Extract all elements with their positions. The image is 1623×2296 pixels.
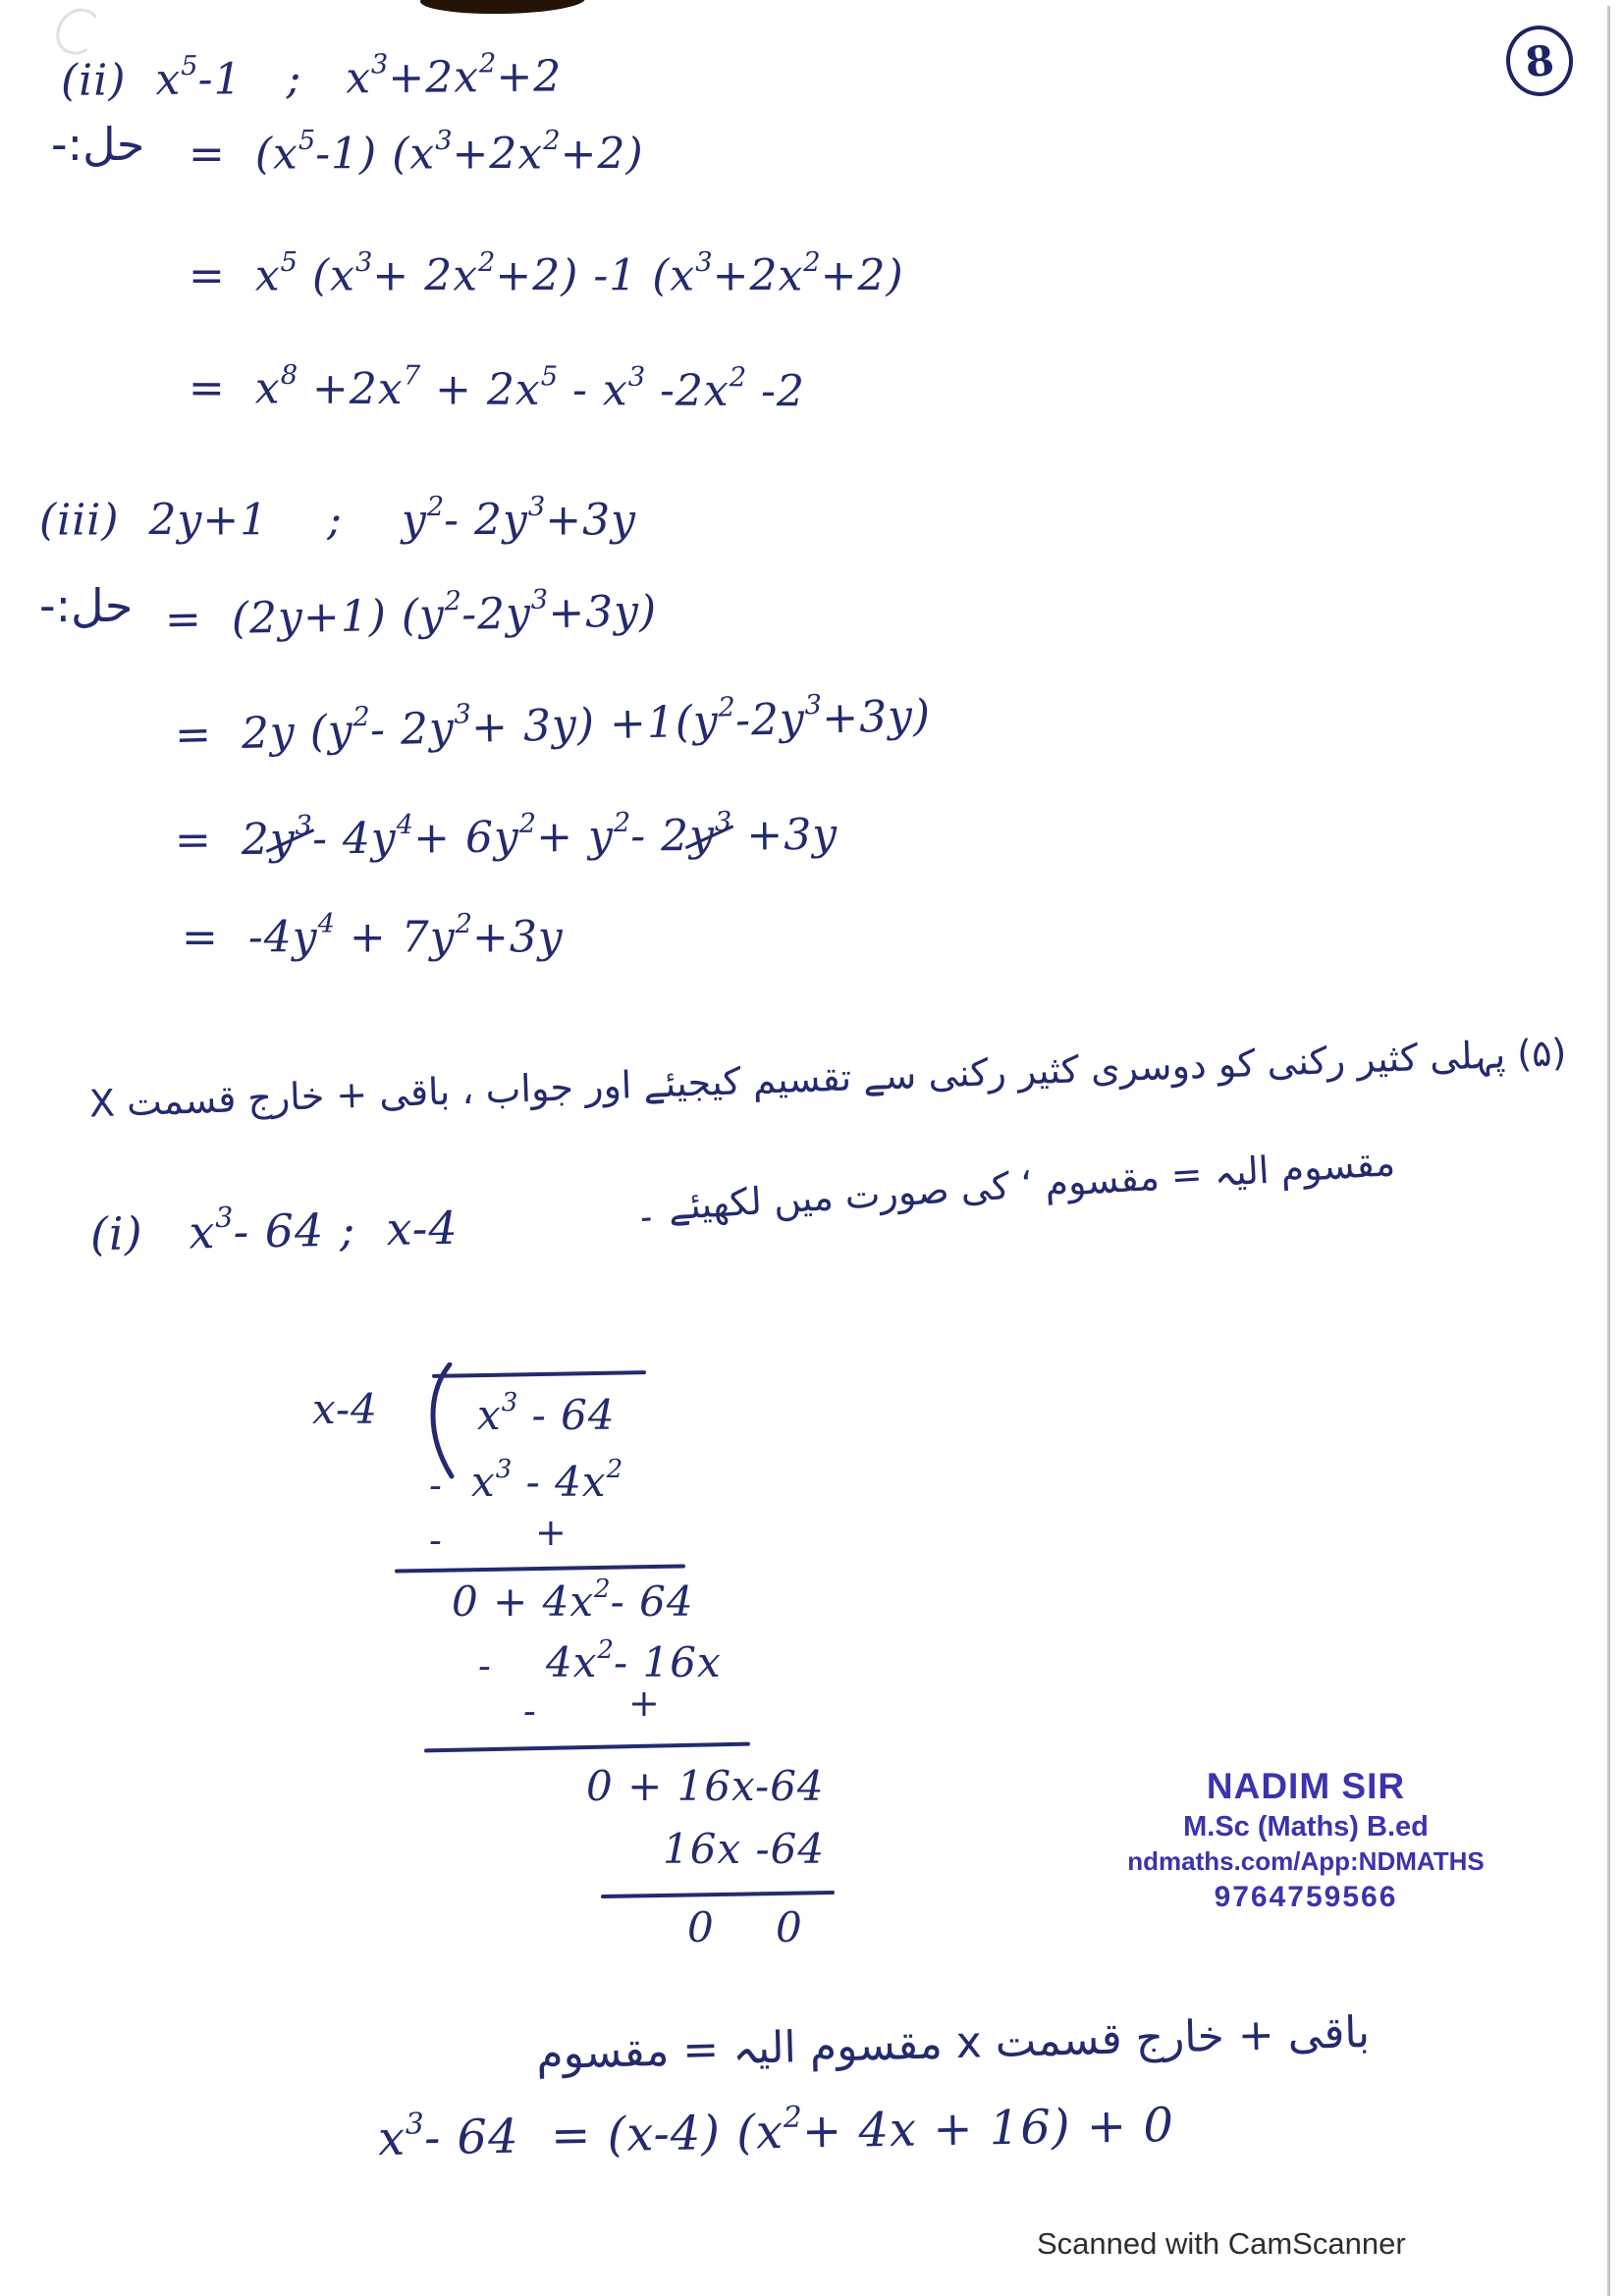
iii-step-3: = $2y^3-$ $4y^4+ 6y^2+ y^2-$ $2y^3 +3y$ bbox=[174, 806, 839, 866]
division-dividend: $x^3 - 64$ bbox=[477, 1388, 616, 1439]
division-vinculum bbox=[432, 1370, 646, 1378]
stamp-website: ndmaths.com/App:NDMATHS bbox=[1127, 1846, 1485, 1877]
division-minus-2: - bbox=[478, 1644, 492, 1687]
division-divisor: x-4 bbox=[312, 1385, 378, 1433]
long-division-bracket-icon bbox=[416, 1362, 458, 1480]
problem-iii-heading: (iii) 2y+1 ; $y^2-$ $2y^3+3y$ bbox=[39, 491, 636, 546]
division-subtrahend-1: $x^3 - 4x^2$ bbox=[471, 1455, 623, 1506]
division-remainder-2: 0 + 16x-64 bbox=[586, 1762, 825, 1810]
conclusion-urdu-formula: باقی + خارج قسمت x مقسوم الیہ = مقسوم bbox=[535, 2007, 1371, 2080]
question-5-urdu-line-1: (۵) پہلی کثیر رکنی کو دوسری کثیر رکنی سے تقسیم کیجیئے اور جواب ، باقی + خارج قسمت X bbox=[87, 1031, 1567, 1126]
division-rule-3 bbox=[601, 1891, 835, 1898]
division-sign-change-2-minus: - bbox=[523, 1689, 537, 1733]
problem-ii-heading: (ii) $x^5-1$ ; $x^3+2x^2+2$ bbox=[60, 48, 563, 106]
conclusion-equation: $x^3-$ 64 = (x-4) $(x^2+ 4x + 16) + 0$ bbox=[377, 2097, 1175, 2167]
iii-step-4: = $-4y^4 + 7y^2+3y$ bbox=[182, 908, 564, 963]
stamp-qualification: M.Sc (Maths) B.ed bbox=[1183, 1811, 1429, 1843]
ii-step-1: = $(x^5-1)$ $(x^3+2x^2+2)$ bbox=[189, 125, 644, 180]
teacher-stamp bbox=[1108, 1763, 1504, 1916]
division-remainder-1: $0 + 4x^2-$ 64 bbox=[452, 1575, 694, 1626]
division-final-zero-a: 0 bbox=[687, 1903, 715, 1951]
scan-edge-line bbox=[1607, 6, 1610, 2296]
division-final-zero-b: 0 bbox=[776, 1903, 803, 1951]
iii-step-2: = 2y ($y^2-$ $2y^3+ 3y) +1(y^2-2y^3+3y)$ bbox=[174, 689, 932, 761]
division-subtrahend-3: 16x -64 bbox=[663, 1825, 826, 1873]
division-minus-1: - bbox=[429, 1464, 443, 1507]
solution-label-ii: حل:- bbox=[51, 118, 145, 171]
iii-step-1: = (2y+1) $(y^2-2y^3+3y)$ bbox=[164, 584, 658, 646]
pencil-smudge bbox=[52, 4, 102, 59]
scan-artifact-top bbox=[420, 0, 585, 15]
ii-step-3: = $x^8 +2x^7 + 2x^5 - x^3$ $-2x^2$ -2 bbox=[188, 359, 806, 417]
problem-i-heading: (i) $x^3-$ 64 ; x-4 bbox=[89, 1201, 460, 1261]
solution-label-iii: حل:- bbox=[39, 579, 134, 632]
ii-step-2: = $x^5$ $(x^3+ 2x^2+2)$ -1 $(x^3+2x^2+2)$ bbox=[189, 246, 904, 301]
question-5-urdu-line-2: مقسوم الیہ = مقسوم ‘ کی صورت میں لکھیئے ۔ bbox=[633, 1141, 1397, 1231]
division-rule-1 bbox=[395, 1564, 685, 1573]
division-sign-change-1-minus: - bbox=[429, 1519, 443, 1562]
division-subtrahend-2: $4x^2-$ 16x bbox=[546, 1635, 722, 1686]
stamp-name: NADIM SIR bbox=[1206, 1766, 1406, 1806]
division-sign-change-1-plus: + bbox=[535, 1511, 568, 1554]
division-sign-change-2-plus: + bbox=[628, 1682, 661, 1725]
division-rule-2 bbox=[424, 1742, 750, 1753]
stamp-phone: 9764759566 bbox=[1214, 1880, 1398, 1913]
camscanner-footer: Scanned with CamScanner bbox=[1037, 2226, 1406, 2261]
page-number-circled: 8 bbox=[1502, 23, 1576, 100]
